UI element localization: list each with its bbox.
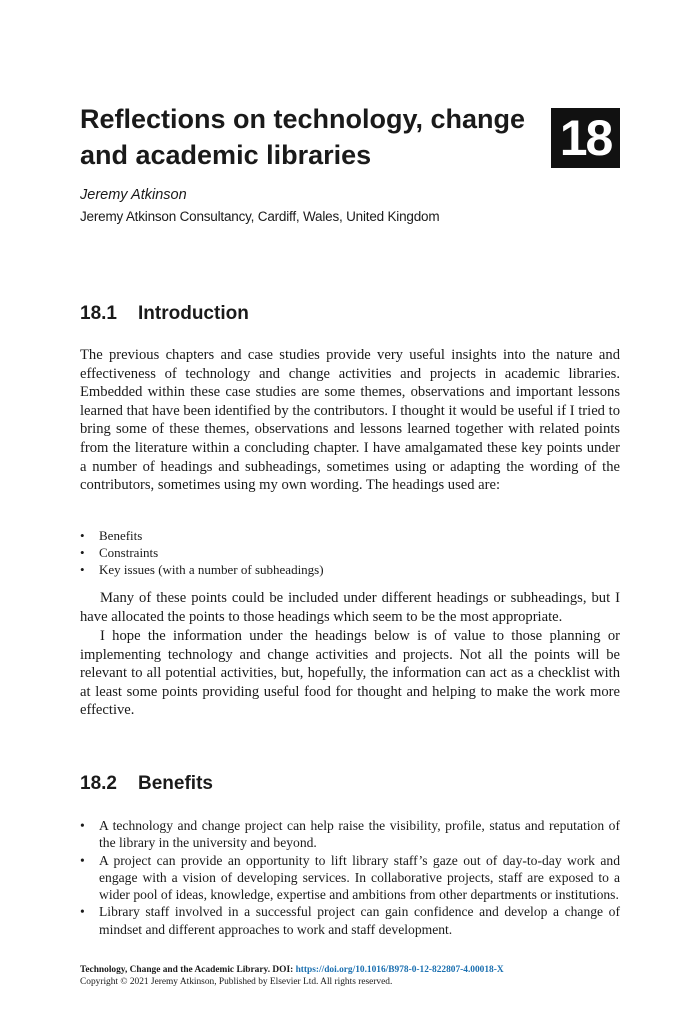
benefits-list [80, 817, 620, 938]
doi-link[interactable]: https://doi.org/10.1016/B978-0-12-822807-4.00018-X [295, 965, 504, 975]
chapter-title: Reflections on technology, change and academic libraries [80, 104, 526, 170]
intro-paragraph-2: Many of these points could be included under different headings or subheadings, but I have allocated the points to those headings which seem to be the most appropriate. [80, 590, 620, 625]
author-name: Jeremy Atkinson [80, 187, 187, 203]
list-item: • Benefits [80, 528, 143, 543]
copyright-notice: Copyright © 2021 Jeremy Atkinson, Published by Elsevier Ltd. All rights reserved. [80, 977, 393, 987]
bullet-icon: • [80, 528, 85, 543]
bullet-icon: • [80, 818, 85, 833]
list-item: • A technology and change project can help raise the visibility, profile, status and reputation of the library in the university and beyond. [80, 818, 620, 851]
headings-list [80, 528, 620, 578]
bullet-icon: • [80, 904, 85, 920]
list-item: • Library staff involved in a successful project can gain confidence and develop a change of mindset and different approaches to work and staff development. [80, 904, 620, 937]
section-title: Benefits [138, 773, 213, 794]
chapter-number-badge: 18 [551, 108, 620, 168]
intro-paragraph-1: The previous chapters and case studies provide very useful insights into the nature and effectiveness of technology and change activities and projects in academic libraries. Embedded within these case studies are some themes, observations and important lessons learned that have been identified by the contributors. I thought it would be useful if I tried to bring some of these themes, observations and lessons learned together with related points from the literature within a concluding chapter. I have amalgamated these key points under a number of headings and subheadings, sometimes using or adapting the wording of the contributors, sometimes using my own wording. The headings used are: [80, 347, 620, 494]
list-item: • Constraints [80, 544, 159, 560]
intro-paragraph-3: I hope the information under the headings below is of value to those planning or implementing technology and change activities and projects. Not all the points will be relevant to all potential activities, but, hopefully, the information can act as a checklist with at least some points providing useful food for thought and helping to make the work more effective. [80, 628, 620, 719]
section-heading-introduction [80, 303, 249, 325]
book-citation: Technology, Change and the Academic Library. DOI: [80, 965, 294, 975]
bullet-icon: • [80, 852, 85, 868]
section-number: 18.2 [80, 773, 117, 794]
list-item: • Key issues (with a number of subheadings) [80, 561, 324, 577]
author-affiliation: Jeremy Atkinson Consultancy, Cardiff, Wales, United Kingdom [80, 209, 440, 224]
section-heading-benefits [80, 773, 213, 795]
list-item: • A project can provide an opportunity to lift library staff’s gaze out of day-to-day work and engage with a vision of developing services. In collaborative projects, staff are exposed to a wider pool of ideas, knowledge, expertise and ambitions from other departments or institutions. [80, 852, 620, 903]
bullet-icon: • [80, 544, 85, 560]
section-title: Introduction [138, 303, 249, 324]
citation-footer [80, 964, 640, 976]
section-number: 18.1 [80, 303, 117, 324]
bullet-icon: • [80, 561, 85, 577]
